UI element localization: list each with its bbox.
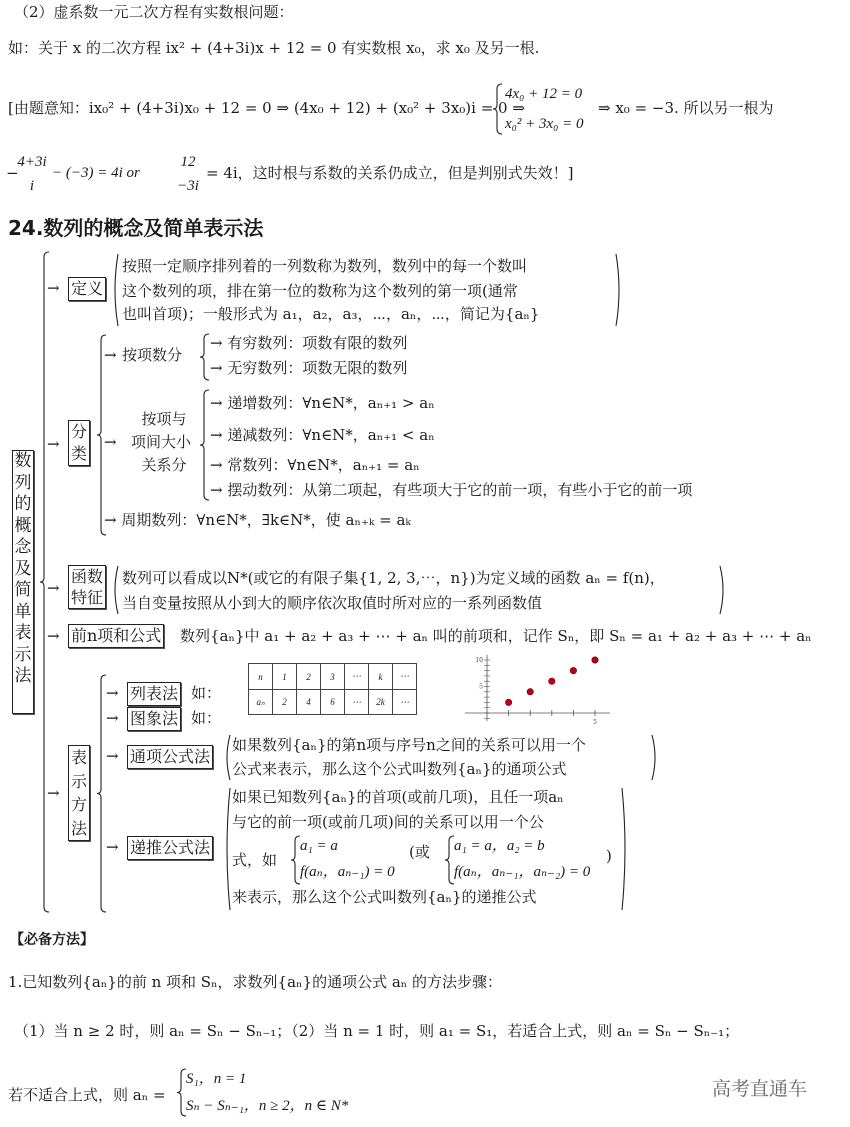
- arrow-icon: →: [47, 627, 60, 645]
- data-point: [549, 678, 555, 684]
- left-paren-icon: [115, 254, 118, 326]
- table-cell: ⋯: [345, 664, 369, 690]
- data-point: [505, 699, 511, 705]
- solution-case-2: x₀² + 3x₀ = 0: [505, 116, 584, 132]
- minus-sign: −: [6, 164, 19, 182]
- or-prefix: (或: [409, 843, 430, 861]
- left-paren-icon: [227, 735, 230, 780]
- finite-sequence: → 有穷数列：项数有限的数列: [210, 334, 408, 352]
- example-text: 如：关于 x 的二次方程 ix² + (4+3i)x + 12 = 0 有实数根 x₀，求 x₀ 及另一根.: [8, 39, 540, 57]
- definition-line: 按照一定顺序排列着的一列数称为数列，数列中的每一个数叫: [122, 257, 528, 275]
- left-brace-icon: [200, 390, 209, 500]
- general-formula-line: 公式来表示，那么这个公式叫数列{aₙ}的通项公式: [232, 760, 567, 778]
- table-cell: aₙ: [249, 690, 273, 715]
- method-case-1: S₁，n = 1: [186, 1071, 247, 1087]
- table-cell: ⋯: [393, 690, 417, 715]
- frac2-denominator: −3i: [177, 178, 199, 194]
- table-cell: 2k: [369, 690, 393, 715]
- left-paren-icon: [227, 788, 230, 910]
- eg-label: 如：: [191, 709, 222, 727]
- left-brace-icon: [445, 836, 454, 884]
- definition-label: 定义: [68, 277, 106, 301]
- sum-formula-text: 数列{aₙ}中 a₁ + a₂ + a₃ + ⋯ + aₙ 叫的前项和，记作 Sₙ，即 Sₙ = a₁ + a₂ + a₃ + ⋯ + aₙ: [180, 627, 812, 645]
- table-cell: 4: [297, 690, 321, 715]
- by-count-label: 按项数分: [122, 346, 183, 364]
- table-method-label: 列表法: [127, 682, 181, 706]
- section-title: （2）虚系数一元二次方程有实数根问题：: [14, 3, 294, 21]
- page-heading: 24.数列的概念及简单表示法: [8, 216, 264, 240]
- recursive-formula-label: 递推公式法: [127, 836, 213, 860]
- method-step-1: （1）当 n ≥ 2 时，则 aₙ = Sₙ − Sₙ₋₁；（2）当 n = 1 时，则 a₁ = S₁，若适合上式，则 aₙ = Sₙ − Sₙ₋₁；: [14, 1022, 740, 1040]
- left-brace-icon: [291, 836, 300, 884]
- arrow-icon: →: [47, 784, 60, 802]
- data-point: [570, 667, 576, 673]
- table-cell: 3: [321, 664, 345, 690]
- table-row: [249, 690, 417, 715]
- left-brace-icon: [200, 334, 209, 380]
- constant-sequence: → 常数列：∀n∈N*，aₙ₊₁ = aₙ: [210, 456, 420, 474]
- table-cell: k: [369, 664, 393, 690]
- function-label: 函数 特征: [68, 565, 106, 609]
- method-item-1: 1.已知数列{aₙ}的前 n 项和 Sₙ，求数列{aₙ}的通项公式 aₙ 的方法步骤：: [8, 973, 503, 991]
- table-cell: 2: [273, 690, 297, 715]
- increasing-sequence: → 递增数列：∀n∈N*，aₙ₊₁ > aₙ: [210, 394, 435, 412]
- data-point: [527, 689, 533, 695]
- arrow-icon: →: [106, 747, 119, 765]
- right-paren-icon: [720, 566, 723, 614]
- left-brace-icon: [177, 1069, 186, 1116]
- by-size-label: 按项与: [141, 410, 187, 428]
- arrow-icon: →: [106, 838, 119, 856]
- infinite-sequence: → 无穷数列：项数无限的数列: [210, 359, 408, 377]
- watermark: 高考直通车: [712, 1078, 808, 1100]
- frac2-numerator: 12: [180, 154, 196, 170]
- scatter-plot: [460, 650, 620, 732]
- graph-method-label: 图象法: [127, 707, 181, 731]
- arrow-icon: →: [47, 579, 60, 597]
- mindmap-root: 数列的概念及简单表示法: [12, 450, 34, 714]
- table-cell: ⋯: [393, 664, 417, 690]
- classification-label: 分类: [68, 420, 90, 466]
- representation-label: 表示方法: [68, 745, 90, 841]
- by-size-label: 项间大小: [130, 433, 191, 451]
- definition-line: 这个数列的项，排在第一位的数称为这个数列的第一项(通常: [122, 282, 518, 300]
- frac1-numerator: 4+3i: [17, 154, 47, 170]
- recursive-case-a1: a₁ = a: [300, 838, 338, 854]
- solution-case-1: 4x₀ + 12 = 0: [505, 86, 583, 102]
- sum-formula-label: 前n项和公式: [68, 624, 164, 648]
- or-suffix: ): [606, 847, 612, 865]
- oscillating-sequence: → 摆动数列：从第二项起，有些项大于它的前一项，有些小于它的前一项: [210, 481, 693, 499]
- left-paren-icon: [115, 566, 118, 614]
- function-line: 数列可以看成以N*(或它的有限子集{1, 2, 3,⋯，n})为定义域的函数 aₙ = f(n)，: [122, 569, 665, 587]
- recursive-case-b1: a₁ = a，a₂ = b: [454, 838, 545, 854]
- arrow-icon: →: [47, 279, 60, 297]
- table-cell: 1: [273, 664, 297, 690]
- general-formula-label: 通项公式法: [127, 745, 213, 769]
- table-cell: 6: [321, 690, 345, 715]
- x-tick-label: 5: [593, 719, 597, 726]
- arrow-icon: →: [104, 433, 117, 451]
- function-line: 当自变量按照从小到大的顺序依次取值时所对应的一系列函数值: [122, 594, 543, 612]
- general-formula-line: 如果数列{aₙ}的第n项与序号n之间的关系可以用一个: [232, 736, 586, 754]
- recursive-case-a2: f(aₙ，aₙ₋₁) = 0: [300, 864, 395, 880]
- recursive-eg-prefix: 式，如: [232, 851, 278, 869]
- arrow-icon: →: [47, 435, 60, 453]
- arrow-icon: →: [106, 684, 119, 702]
- right-paren-icon: [622, 788, 625, 910]
- y-tick-label: 5: [479, 683, 483, 691]
- table-cell: n: [249, 664, 273, 690]
- recursive-formula-line: 来表示，那么这个公式叫数列{aₙ}的递推公式: [232, 888, 537, 906]
- y-tick-label: 10: [475, 657, 483, 664]
- frac1-denominator: i: [29, 178, 35, 194]
- left-brace-icon: [97, 675, 106, 912]
- solution-suffix: ⇒ x₀ = −3. 所以另一根为: [598, 99, 774, 117]
- by-size-label: 关系分: [141, 456, 187, 474]
- frac1-rest: − (−3) = 4i or: [52, 165, 140, 181]
- periodic-sequence: → 周期数列：∀n∈N*，∃k∈N*，使 aₙ₊ₖ = aₖ: [104, 511, 411, 529]
- decreasing-sequence: → 递减数列：∀n∈N*，aₙ₊₁ < aₙ: [210, 426, 435, 444]
- right-paren-icon: [652, 735, 655, 780]
- arrow-icon: →: [106, 709, 119, 727]
- methods-title: 【必备方法】: [10, 932, 94, 948]
- recursive-formula-line: 如果已知数列{aₙ}的首项(或前几项)，且任一项aₙ: [232, 788, 564, 806]
- right-paren-icon: [616, 254, 619, 326]
- definition-line: 也叫首项)；一般形式为 a₁，a₂，a₃，⋯，aₙ，⋯，简记为{aₙ}: [122, 305, 540, 323]
- data-point: [592, 657, 598, 663]
- table-row: [249, 664, 417, 690]
- recursive-case-b2: f(aₙ，aₙ₋₁，aₙ₋₂) = 0: [454, 864, 591, 880]
- frac2-rest: = 4i，这时根与系数的关系仍成立，但是判别式失效！]: [206, 164, 574, 182]
- solution-prefix: [由题意知：ix₀² + (4+3i)x₀ + 12 = 0 ⇒ (4x₀ + 12) + (x₀² + 3x₀)i = 0 ⇒: [8, 99, 525, 117]
- method-case-2: Sₙ − Sₙ₋₁，n ≥ 2，n ∈ N*: [186, 1098, 349, 1114]
- method-step-2-prefix: 若不适合上式，则 aₙ =: [8, 1086, 166, 1104]
- eg-label: 如：: [191, 684, 222, 702]
- arrow-icon: →: [104, 346, 117, 364]
- table-cell: ⋯: [345, 690, 369, 715]
- recursive-formula-line: 与它的前一项(或前几项)间的关系可以用一个公: [232, 813, 544, 831]
- table-cell: 2: [297, 664, 321, 690]
- sequence-table: [248, 663, 417, 715]
